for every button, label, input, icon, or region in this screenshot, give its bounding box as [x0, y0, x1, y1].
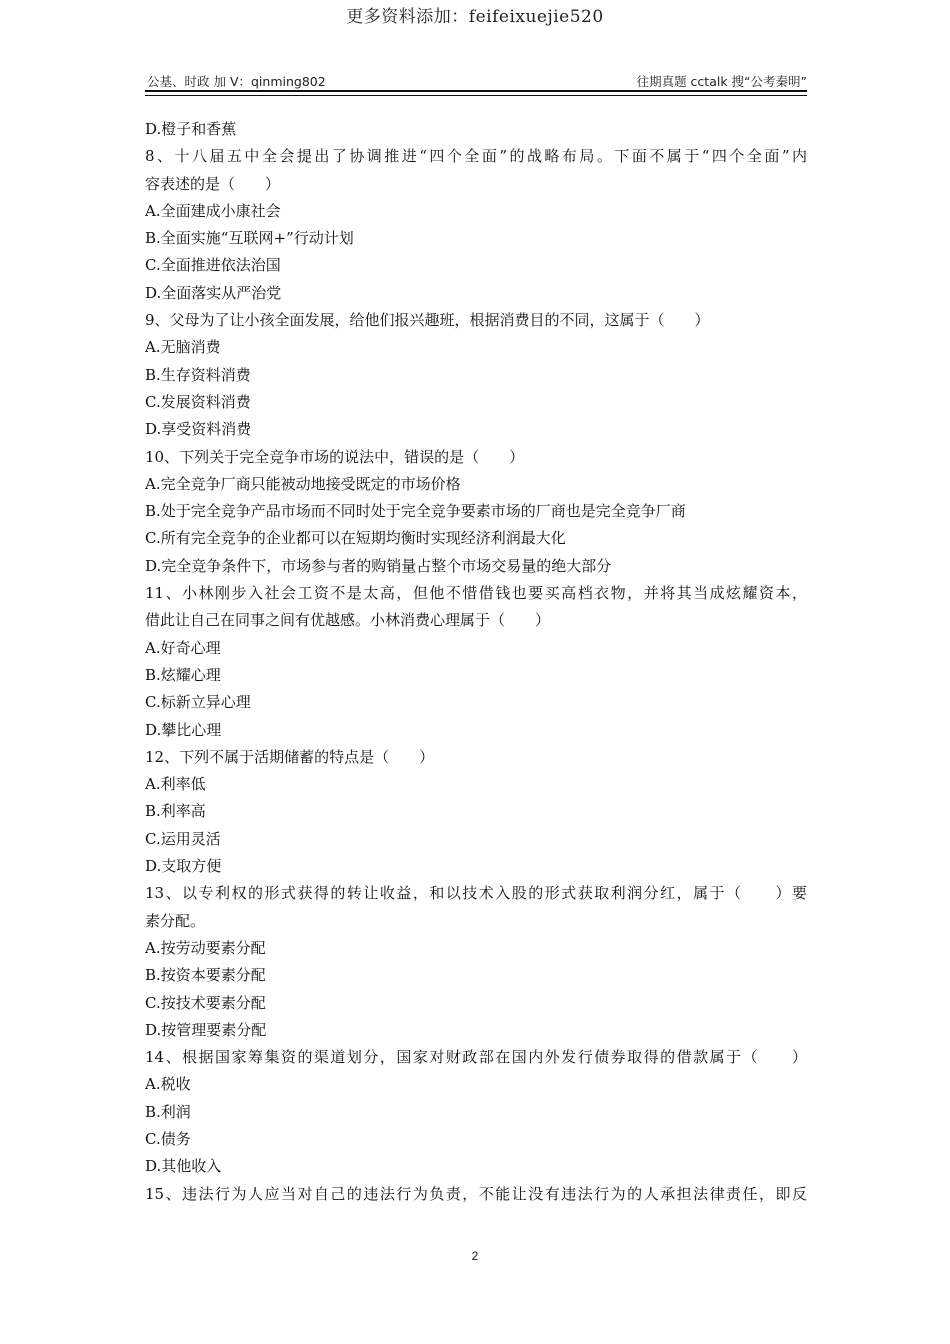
text-line: 12、下列不属于活期储蓄的特点是（ ） — [145, 747, 435, 766]
text-line: B.生存资料消费 — [145, 365, 251, 384]
header-left-text: 公基、时政 加 V：qinming802 — [147, 74, 326, 89]
text-line: 15、违法行为人应当对自己的违法行为负责，不能让没有违法行为的人承担法律责任，即反 — [145, 1184, 807, 1203]
text-line: A.全面建成小康社会 — [145, 201, 281, 220]
text-line: D.享受资料消费 — [145, 420, 252, 439]
header-rule-thin — [145, 95, 807, 96]
text-line: D.按管理要素分配 — [145, 1020, 267, 1039]
text-line: C.全面推进依法治国 — [145, 256, 281, 275]
text-line: 素分配。 — [145, 911, 206, 930]
text-line: A.税收 — [145, 1075, 191, 1094]
page-header — [145, 72, 807, 88]
page-body — [145, 116, 807, 1208]
text-line: 13、以专利权的形式获得的转让收益，和以技术入股的形式获取利润分红，属于（ ）要 — [145, 884, 807, 903]
page-number: 2 — [471, 1249, 479, 1263]
text-line: B.按资本要素分配 — [145, 966, 266, 985]
text-line: D.完全竞争条件下，市场参与者的购销量占整个市场交易量的绝大部分 — [145, 556, 612, 575]
text-line: D.攀比心理 — [145, 720, 222, 739]
text-line: A.利率低 — [145, 775, 206, 794]
text-line: C.发展资料消费 — [145, 392, 251, 411]
text-line: 11、小林刚步入社会工资不是太高，但他不惜借钱也要买高档衣物，并将其当成炫耀资本， — [145, 584, 807, 603]
text-line: C.按技术要素分配 — [145, 993, 266, 1012]
text-line: C.债务 — [145, 1129, 191, 1148]
text-line: D.橙子和香蕉 — [145, 120, 237, 138]
text-line: B.全面实施“互联网+”行动计划 — [145, 229, 354, 248]
text-line: B.利润 — [145, 1102, 191, 1121]
text-line: A.完全竞争厂商只能被动地接受既定的市场价格 — [145, 474, 461, 493]
text-line: B.处于完全竞争产品市场而不同时处于完全竞争要素市场的厂商也是完全竞争厂商 — [145, 502, 686, 521]
header-rule-thick — [145, 90, 807, 92]
text-line: C.运用灵活 — [145, 829, 221, 848]
text-line: D.其他收入 — [145, 1157, 222, 1176]
text-line: 容表述的是（ ） — [145, 174, 281, 193]
text-line: A.无脑消费 — [145, 338, 221, 357]
text-line: B.利率高 — [145, 802, 206, 821]
header-right-text: 往期真题 cctalk 搜“公考秦明” — [636, 74, 807, 89]
top-banner: 更多资料添加：feifeixuejie520 — [346, 7, 604, 27]
text-line: A.好奇心理 — [145, 638, 221, 657]
text-line: B.炫耀心理 — [145, 665, 221, 684]
text-line: C.标新立异心理 — [145, 693, 251, 712]
text-line: 10、下列关于完全竞争市场的说法中，错误的是（ ） — [145, 447, 525, 466]
text-line: 14、根据国家筹集资的渠道划分，国家对财政部在国内外发行债券取得的借款属于（ ） — [145, 1048, 807, 1067]
text-line: 9、父母为了让小孩全面发展，给他们报兴趣班，根据消费目的不同，这属于（ ） — [145, 311, 710, 330]
text-line: D.全面落实从严治党 — [145, 283, 282, 302]
text-line: D.支取方便 — [145, 857, 222, 876]
text-line: A.按劳动要素分配 — [145, 938, 266, 957]
text-line: 借此让自己在同事之间有优越感。小林消费心理属于（ ） — [145, 611, 551, 630]
text-line: C.所有完全竞争的企业都可以在短期均衡时实现经济利润最大化 — [145, 529, 566, 548]
text-line: 8、十八届五中全会提出了协调推进“四个全面”的战略布局。下面不属于“四个全面”内 — [145, 147, 807, 166]
